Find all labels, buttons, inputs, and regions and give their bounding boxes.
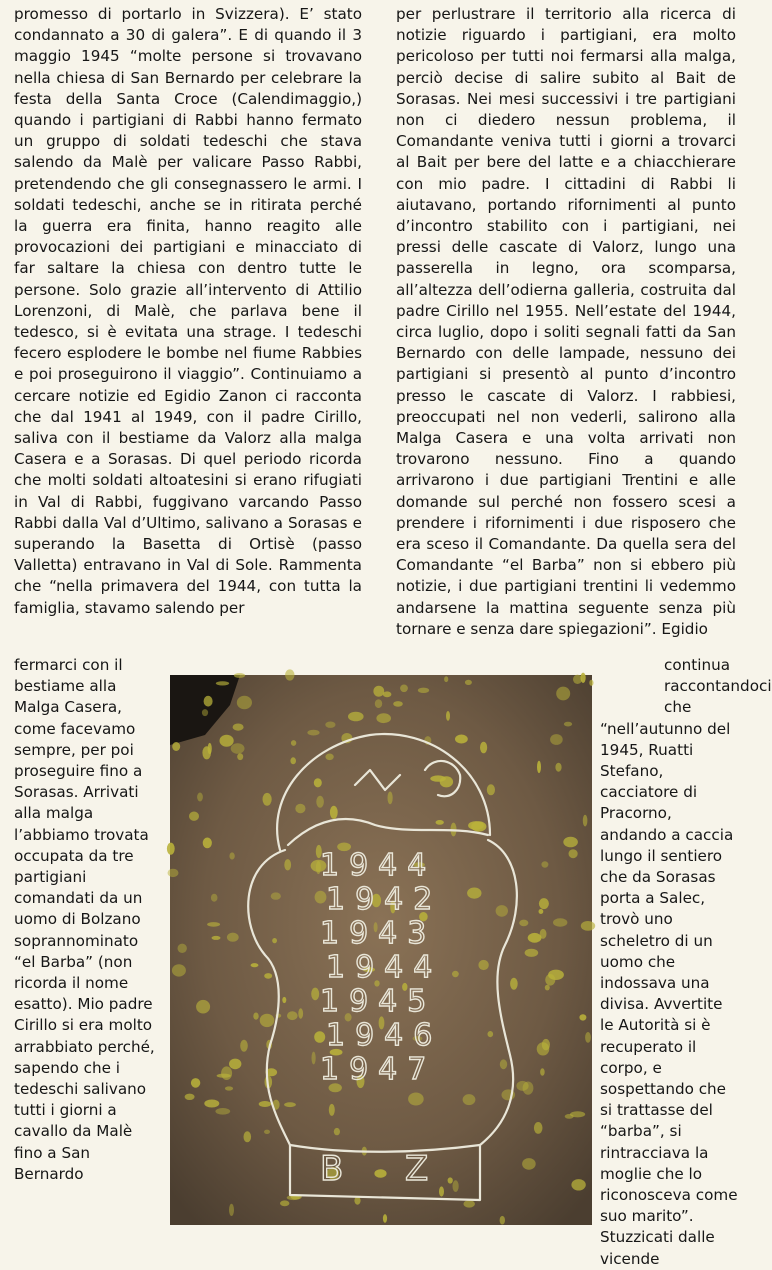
article-paragraph: promesso di portarlo in Svizzera). E’ stato condannato a 30 di galera”. E di quando il 3 maggio 1945 “molte persone si trovavano nella chiesa di San Bernardo per celebrare la festa della Santa Croce (Calendimaggio,) quando i partigiani di Rabbi hanno fermato un gruppo di soldati tedeschi che stava salendo da Malè per valicare Passo Rabbi, pretendendo che gli consegnassero le armi. I soldati tedeschi, anche se in ritirata perché la guerra era finita, hanno reagito alle provocazioni dei partigiani e minacciato di far saltare la chiesa con dentro tutte le persone. Solo grazie all’intervento di Attilio Lorenzoni, di Malè, che parlava bene il tedesco, si è evitata una strage. I tedeschi fecero esplodere le bombe nel fiume Rabbies e poi proseguirono il viaggio”. Continuiamo a cercare notizie ed Egidio Zanon ci racconta che dal 1941 al 1949, con il padre Cirillo, saliva con il bestiame da Valorz alla malga Casera e a Sorasas. Di quel periodo ricorda che molti soldati altoatesini si erano rifugiati in Val di Rabbi, fuggivano varcando Passo Rabbi dalla Val d’Ultimo, salivano a Sorasas e superando la Basetta di Ortisè (passo Valletta) entravano in Val di Sole. Rammenta che “nella primavera del 1944, con tutta la famiglia, stavamo salendo per <box>14 5 362 617</box>
lichen-spot <box>464 1200 475 1207</box>
lichen-spot <box>528 933 542 943</box>
carved-year: 1944 <box>320 848 437 883</box>
lichen-spot <box>259 1101 271 1107</box>
lichen-spot <box>285 669 294 680</box>
lichen-spot <box>312 1052 316 1065</box>
lichen-spot <box>271 892 281 899</box>
lichen-spot <box>211 894 218 902</box>
lichen-spot <box>468 821 484 830</box>
carved-year: 1946 <box>326 1018 443 1053</box>
lichen-spot <box>522 1158 536 1170</box>
lichen-spot <box>196 1000 210 1014</box>
lichen-spot <box>545 985 550 991</box>
lichen-spot <box>373 686 384 697</box>
lichen-spot <box>203 838 212 849</box>
lichen-spot <box>453 1180 459 1192</box>
lichen-spot <box>583 815 588 827</box>
lichen-spot <box>553 918 567 926</box>
lichen-spot <box>589 680 593 686</box>
article-paragraph-lead: continua raccontandoci che <box>664 656 772 717</box>
lichen-spot <box>348 712 364 722</box>
carved-year: 1943 <box>320 916 437 951</box>
lichen-spot <box>168 869 179 877</box>
lichen-spot <box>537 1042 550 1055</box>
lichen-spot <box>563 837 578 848</box>
lichen-spot <box>573 675 582 684</box>
lichen-spot <box>178 944 187 953</box>
lichen-spot <box>215 1108 230 1115</box>
lichen-spot <box>189 812 199 821</box>
lichen-spot <box>555 763 561 772</box>
lichen-spot <box>229 1204 234 1216</box>
lichen-spot <box>480 742 487 754</box>
lichen-spot <box>325 722 335 728</box>
lichen-spot <box>197 793 203 802</box>
lichen-spot <box>172 964 186 976</box>
lichen-spot <box>446 711 450 721</box>
lichen-spot <box>556 687 570 701</box>
lichen-spot <box>272 938 277 943</box>
lichen-spot <box>264 973 272 979</box>
lichen-spot <box>539 898 549 909</box>
lichen-spot <box>408 1093 424 1106</box>
lichen-spot <box>579 1014 586 1020</box>
lichen-spot <box>448 1177 453 1183</box>
lichen-spot <box>220 735 234 747</box>
lichen-spot <box>334 1128 340 1135</box>
lichen-spot <box>418 688 429 693</box>
article-paragraph: per perlustrare il territorio alla ricerca di notizie riguardo i partigiani, era molto pericoloso per tutti noi fermarsi alla malga, perciò decise di salire subito al Bait de Sorasas. Nei mesi successivi i tre partigiani non ci diedero nessun problema, il Comandante veniva tutti i giorni a trovarci al Bait per bere del latte e a chiacchierare con mio padre. I cittadini di Rabbi li aiutavano, portando rifornimenti al punto d’incontro stabilito con i partigiani, nei pressi delle cascate di Valorz, lungo una passerella in legno, ora scomparsa, all’altezza dell’odierna galleria, costruita dal padre Cirillo nel 1955. Nell’estate del 1944, circa luglio, dopo i soliti segnali fatti da San Bernardo con delle lampade, nessuno dei partigiani si presentò al punto d’incontro presso le cascate di Valorz. I rabbiesi, preoccupati nel non vederli, salirono alla Malga Casera e una volta arrivati non trovarono nessuno. Fino a quando arrivarono i due partigiani Trentini e alle domande sul perché non fossero scesi a prendere i rifornimenti i due risposero che era sceso il Comandante. Da quella sera del Comandante “el Barba” non si ebbero più notizie, i due partigiani trentini li vedemmo andarsene la mattina seguente senza più tornare e senza dare spiegazioni”. Egidio <box>396 5 736 638</box>
lichen-spot <box>263 793 272 806</box>
lichen-spot <box>237 696 252 710</box>
lichen-spot <box>496 905 508 917</box>
lichen-spot <box>251 963 259 967</box>
article-column-left-top <box>14 4 362 619</box>
lichen-spot <box>172 742 180 751</box>
lichen-spot <box>585 1032 591 1043</box>
article-column-left-bottom <box>14 655 162 1185</box>
lichen-spot <box>444 676 448 682</box>
lichen-spot <box>202 709 208 716</box>
carved-year: 1947 <box>320 1052 437 1087</box>
lichen-spot <box>240 1040 248 1052</box>
lichen-spot <box>376 713 391 723</box>
lichen-spot <box>488 1031 494 1037</box>
lichen-spot <box>212 936 221 940</box>
lichen-spot <box>510 978 518 990</box>
lichen-spot <box>295 804 305 814</box>
lichen-spot <box>478 960 488 970</box>
carved-year: 1944 <box>326 950 443 985</box>
lichen-spot <box>430 775 446 781</box>
lichen-spot <box>307 730 319 736</box>
lichen-spot <box>315 891 327 904</box>
lichen-spot <box>467 888 481 899</box>
lichen-spot <box>329 1104 335 1116</box>
lichen-spot <box>545 974 555 986</box>
lichen-spot <box>393 701 403 707</box>
lichen-spot <box>540 1068 545 1076</box>
lichen-spot <box>571 1179 585 1190</box>
lichen-spot <box>539 909 544 914</box>
lichen-spot <box>487 784 495 795</box>
lichen-spot <box>234 673 245 678</box>
lichen-spot <box>537 761 541 773</box>
lichen-spot <box>550 734 563 745</box>
lichen-spot <box>314 1031 325 1043</box>
lichen-spot <box>237 753 243 760</box>
lichen-spot <box>216 681 229 685</box>
article-paragraph: fermarci con il bestiame alla Malga Casera, come facevamo sempre, per poi proseguire fino a Sorasas. Arrivati alla malga l’abbiamo trovata occupata da tre partigiani comandati da un uomo di Bolzano soprannominato “el Barba” (non ricorda il nome esatto). Mio padre Cirillo si era molto arrabbiato perché, sapendo che i tedeschi salivano tutti i giorni a cavallo da Malè fino a San Bernardo <box>14 656 155 1183</box>
lichen-spot <box>374 1169 386 1178</box>
lichen-spot <box>439 1186 444 1196</box>
lichen-spot <box>569 849 578 858</box>
lichen-spot <box>284 1102 296 1107</box>
lichen-spot <box>570 1111 585 1117</box>
lichen-spot <box>280 1200 289 1206</box>
lichen-spot <box>231 743 245 754</box>
lichen-spot <box>229 852 234 859</box>
lichen-spot <box>452 971 459 977</box>
lichen-spot <box>287 1011 298 1020</box>
lichen-spot <box>185 1094 195 1100</box>
lichen-spot <box>244 1131 252 1142</box>
article-column-right-bottom <box>600 655 772 1270</box>
lichen-spot <box>465 680 472 685</box>
lichen-spot <box>264 1130 270 1134</box>
lichen-spot <box>581 921 595 931</box>
lichen-spot <box>400 685 408 693</box>
carved-year: 1945 <box>320 984 437 1019</box>
lichen-spot <box>455 735 468 744</box>
lichen-spot <box>500 1216 505 1225</box>
lichen-spot <box>516 1081 528 1091</box>
lichen-spot <box>325 754 333 761</box>
lichen-spot <box>564 722 572 727</box>
lichen-spot <box>519 920 528 927</box>
lichen-spot <box>253 1013 258 1020</box>
carved-letter: B <box>320 1149 344 1189</box>
lichen-spot <box>229 1059 241 1070</box>
lichen-spot <box>191 1078 200 1088</box>
lichen-spot <box>311 988 319 1001</box>
carved-year: 1942 <box>326 882 443 917</box>
lichen-spot <box>225 1086 233 1090</box>
lichen-spot <box>207 922 220 927</box>
article-column-right-top <box>396 4 736 640</box>
lichen-spot <box>383 1214 387 1223</box>
rock-carving-image <box>170 675 592 1225</box>
lichen-spot <box>233 724 244 731</box>
lichen-spot <box>330 806 338 819</box>
lichen-spot <box>463 1094 476 1105</box>
lichen-spot <box>227 933 239 942</box>
carved-letter: Z <box>405 1149 429 1189</box>
lichen-spot <box>314 778 322 787</box>
lichen-spot <box>204 1100 219 1108</box>
rock-carving-photo <box>170 675 592 1225</box>
lichen-spot <box>221 1066 232 1080</box>
lichen-spot <box>282 997 286 1003</box>
lichen-spot <box>167 843 175 855</box>
lichen-spot <box>316 796 324 808</box>
lichen-spot <box>388 792 393 805</box>
lichen-spot <box>436 820 444 825</box>
lichen-spot <box>260 1014 275 1027</box>
lichen-spot <box>541 861 548 867</box>
lichen-spot <box>500 1059 507 1069</box>
lichen-spot <box>298 1008 303 1018</box>
lichen-spot <box>284 859 291 870</box>
lichen-spot <box>291 740 296 746</box>
article-paragraph: “nell’autunno del 1945, Ruatti Stefano, cacciatore di Pracorno, andando a caccia lungo il sentiero che da Sorasas porta a Salec, trovò uno scheletro di un uomo che indossava una divisa. Avvertite le Autorità si è recuperato il corpo, e sospettando che si trattasse del “barba”, si rintracciava la moglie che lo riconosceva come suo marito”. Stuzzicati dalle vicende <box>600 719 738 1268</box>
lichen-spot <box>204 696 213 707</box>
lichen-spot <box>525 949 539 957</box>
lichen-spot <box>534 1122 543 1134</box>
lichen-spot <box>375 699 382 708</box>
lichen-spot <box>290 757 296 764</box>
lichen-spot <box>208 743 212 754</box>
